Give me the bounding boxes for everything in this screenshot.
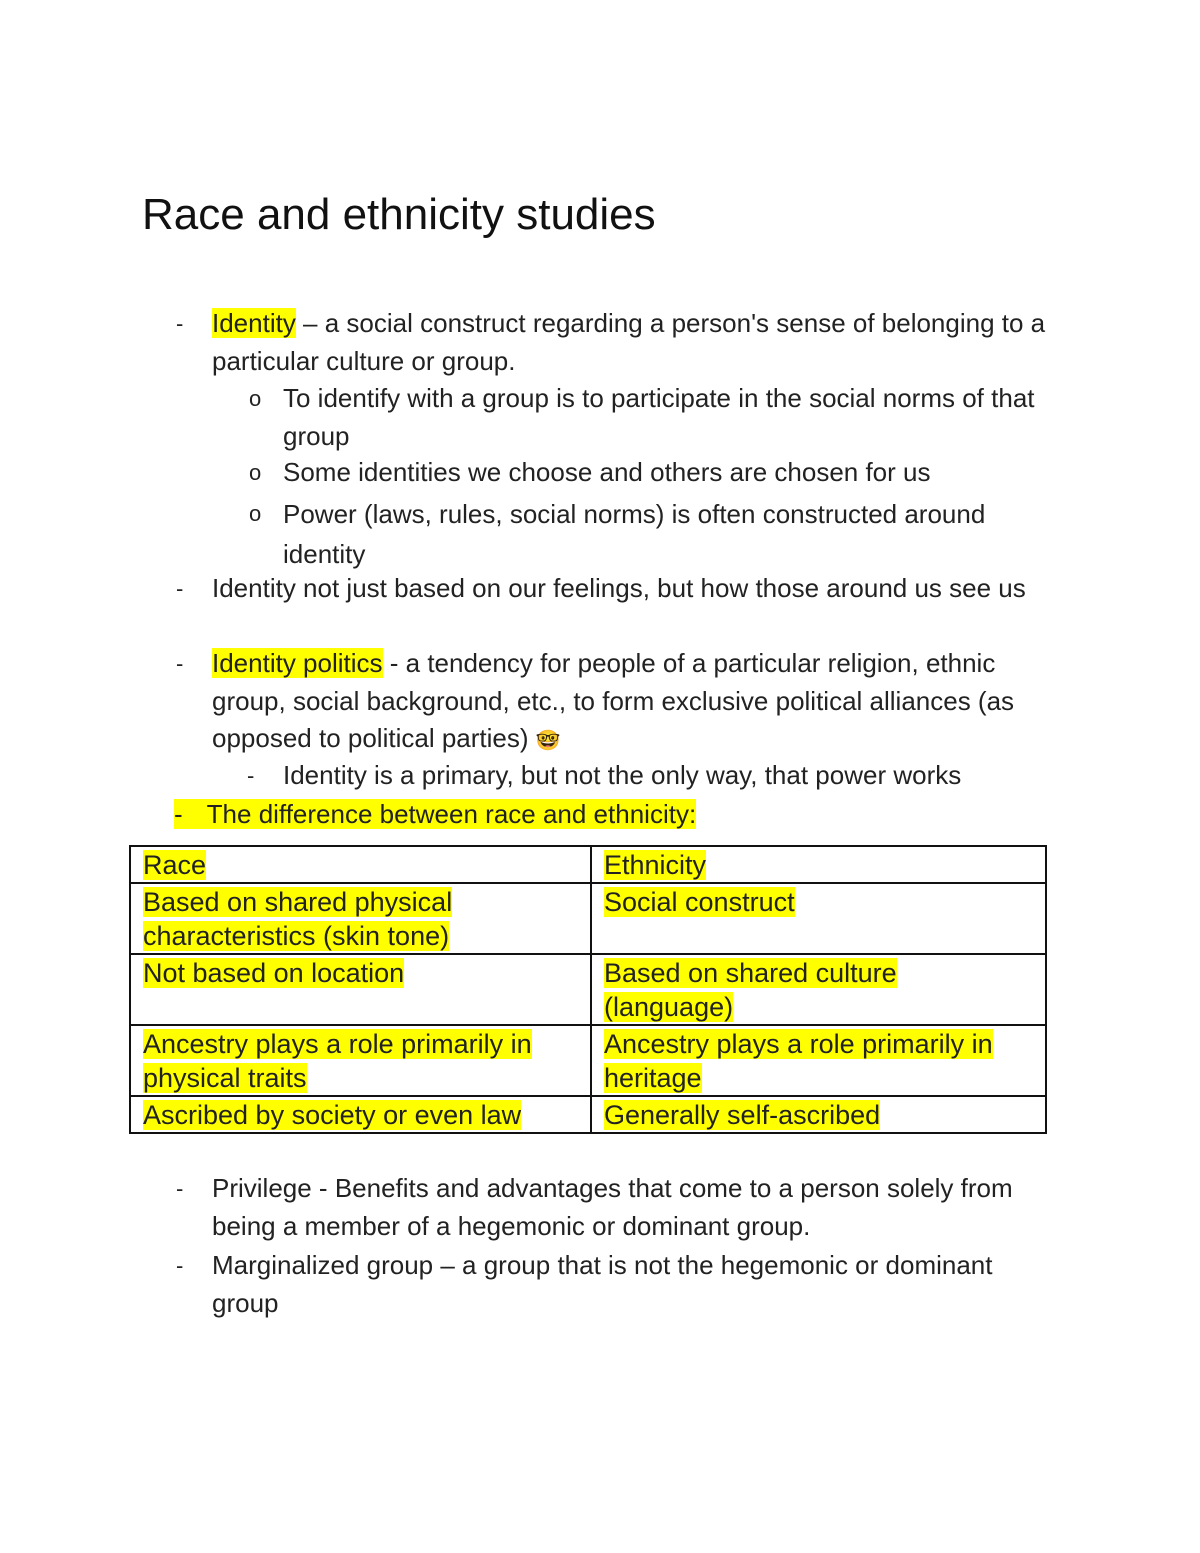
page-title: Race and ethnicity studies xyxy=(142,190,656,239)
sub-bullet-text: Power (laws, rules, social norms) is often constructed around identity xyxy=(283,499,986,569)
bullet-identity-politics xyxy=(176,645,1062,761)
sub-bullet-text: Identity is a primary, but not the only way, that power works xyxy=(283,760,962,790)
circle-marker: o xyxy=(249,460,262,485)
table-row xyxy=(130,1025,1046,1096)
dash-marker: - xyxy=(176,311,184,336)
dash-marker: - xyxy=(176,1176,184,1201)
circle-marker: o xyxy=(249,501,262,526)
marginalized-text: Marginalized group – a group that is not the hegemonic or dominant group xyxy=(212,1250,993,1318)
bullet-marginalized xyxy=(176,1247,1062,1322)
table-header-cell: Ethnicity xyxy=(591,846,1046,883)
sub-bullet-power xyxy=(247,757,1063,795)
table-cell: Ancestry plays a role primarily in physical traits xyxy=(130,1025,591,1096)
dash-marker: - xyxy=(247,763,255,788)
feelings-text: Identity not just based on our feelings, but how those around us see us xyxy=(212,573,1026,603)
sub-bullet-3 xyxy=(249,494,1063,574)
bullet-feelings xyxy=(176,570,1062,608)
table-cell: Ancestry plays a role primarily in heritage xyxy=(591,1025,1046,1096)
dash-marker: - xyxy=(176,651,184,676)
dash-marker: - xyxy=(174,799,183,829)
highlight-difference xyxy=(174,799,696,829)
sub-bullet-text: Some identities we choose and others are chosen for us xyxy=(283,457,931,487)
table-cell: Not based on location xyxy=(130,954,591,1025)
circle-marker: o xyxy=(249,386,262,411)
table-cell: Based on shared culture (language) xyxy=(591,954,1046,1025)
table-cell: Based on shared physical characteristics (skin tone) xyxy=(130,883,591,954)
privilege-text: Privilege - Benefits and advantages that come to a person solely from being a member of a hegemonic or dominant group. xyxy=(212,1173,1013,1241)
nerd-face-icon: 🤓 xyxy=(535,730,561,752)
term-identity-politics: Identity politics xyxy=(212,648,383,678)
table-cell: Social construct xyxy=(591,883,1046,954)
table-header-cell: Race xyxy=(130,846,591,883)
identity-definition: – a social construct regarding a person's sense of belonging to a particular culture or group. xyxy=(212,308,1046,376)
table-row xyxy=(130,1096,1046,1133)
term-identity: Identity xyxy=(212,308,296,338)
dash-marker: - xyxy=(176,1253,184,1278)
table-header-row xyxy=(130,846,1046,883)
sub-bullet-text: To identify with a group is to participate in the social norms of that group xyxy=(283,383,1035,451)
identity-politics-definition: - a tendency for people of a particular religion, ethnic group, social background, etc., to form exclusive political alliances (as opposed to political parties) xyxy=(212,648,1015,753)
bullet-privilege xyxy=(176,1170,1062,1245)
bullet-identity xyxy=(176,305,1062,380)
table-cell: Generally self-ascribed xyxy=(591,1096,1046,1133)
table-row xyxy=(130,954,1046,1025)
sub-bullet-2 xyxy=(249,454,1063,492)
sub-bullet-1 xyxy=(249,380,1063,455)
bullet-difference xyxy=(174,796,1074,834)
difference-text: The difference between race and ethnicity: xyxy=(206,799,697,829)
dash-marker: - xyxy=(176,576,184,601)
table-cell: Ascribed by society or even law xyxy=(130,1096,591,1133)
table-row xyxy=(130,883,1046,954)
race-ethnicity-table xyxy=(129,845,1047,1134)
